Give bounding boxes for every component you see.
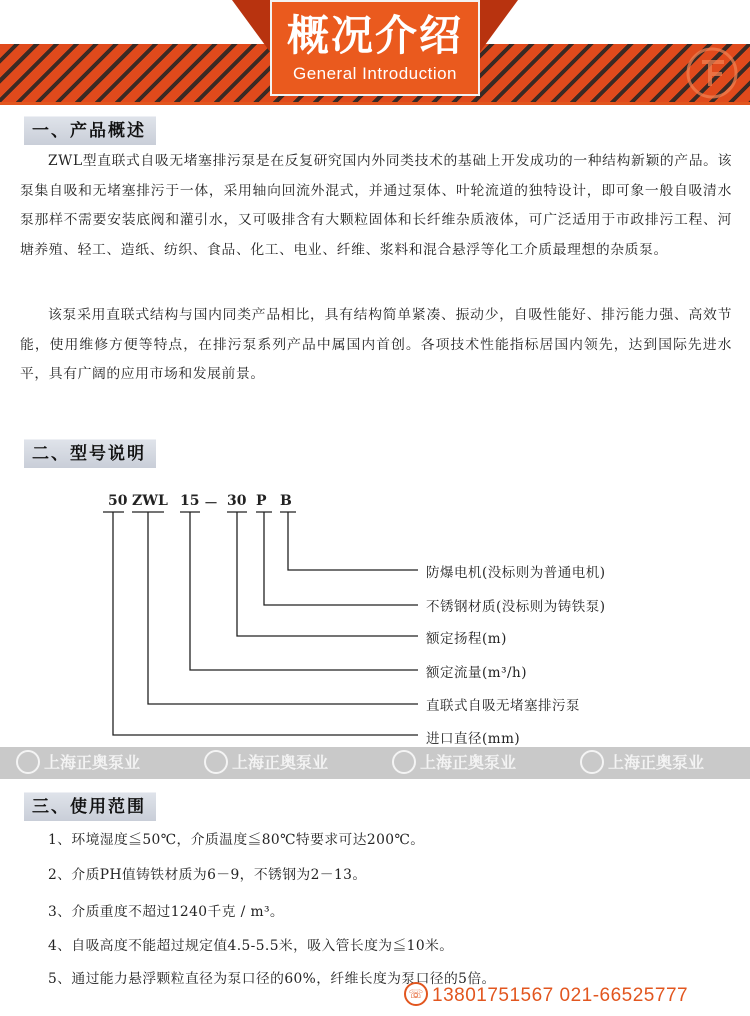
brand-mark-icon: [16, 750, 40, 774]
usage-item-2: 2、介质PH值铸铁材质为6－9，不锈钢为2－13。: [48, 867, 367, 883]
watermark-text: 上海正奥泵业: [44, 753, 141, 772]
usage-item-5: 5、通过能力悬浮颗粒直径为泵口径的60%，纤维长度为泵口径的5倍。: [48, 971, 496, 987]
usage-item-1: 1、环境湿度≦50℃，介质温度≦80℃特要求可达200℃。: [48, 832, 425, 848]
legend-diameter: 进口直径(mm): [426, 731, 521, 747]
overview-paragraph-2: 该泵采用直联式结构与国内同类产品相比，具有结构简单紧凑、振动少，自吸性能好、排污能力强、高效节能，使用维修方便等特点，在排污泵系列产品中属国内首创。各项技术性能指标居国内领先，达到国际先进水平，具有广阔的应用市场和发展前景。: [20, 307, 732, 382]
code-head: 30: [227, 493, 247, 509]
legend-motor: 防爆电机(没标则为普通电机): [426, 565, 606, 581]
watermark-item: [392, 747, 516, 779]
watermark-text: 上海正奥泵业: [420, 753, 517, 772]
brand-mark-icon: [204, 750, 228, 774]
watermark-item: [580, 747, 704, 779]
watermark-item: [16, 747, 140, 779]
section-heading-overview: 一、产品概述: [24, 116, 156, 145]
page-title: 概况介绍: [286, 11, 463, 60]
code-flow: 15: [180, 493, 200, 509]
legend-flow: 额定流量(m³/h): [426, 665, 527, 681]
contact-line: [404, 984, 688, 1008]
usage-item-3: 3、介质重度不超过1240千克 / m³。: [48, 904, 285, 920]
legend-head: 额定扬程(m): [426, 631, 507, 647]
code-dash: －: [204, 496, 218, 512]
brand-mark-icon: [392, 750, 416, 774]
watermark-band: [0, 747, 750, 779]
section-heading-usage: 三、使用范围: [24, 792, 156, 821]
page-subtitle: General Introduction: [292, 64, 458, 83]
legend-material: 不锈钢材质(没标则为铸铁泵): [426, 599, 606, 615]
watermark-text: 上海正奥泵业: [608, 753, 705, 772]
watermark-item: [204, 747, 328, 779]
phone-icon: ☏: [404, 982, 428, 1006]
code-diameter: 50: [108, 493, 128, 509]
contact-numbers: 13801751567 021-66525777: [432, 985, 689, 1007]
code-motor: B: [280, 493, 292, 509]
usage-item-4: 4、自吸高度不能超过规定值4.5-5.5米，吸入管长度为≦10米。: [48, 938, 454, 954]
overview-paragraph-1: ZWL型直联式自吸无堵塞排污泵是在反复研究国内外同类技术的基础上开发成功的一种结构新颖的产品。该泵集自吸和无堵塞排污于一体，采用轴向回流外混式，并通过泵体、叶轮流道的独特设计，即可象一般自吸清水泵那样不需要安装底阀和灌引水，又可吸排含有大颗粒固体和长纤维杂质液体，可广泛适用于市政排污工程、河塘养殖、轻工、造纸、纺织、食品、化工、电业、纤维、浆料和混合悬浮等化工介质最理想的杂质泵。: [20, 153, 732, 258]
legend-type: 直联式自吸无堵塞排污泵: [426, 698, 580, 714]
code-type: ZWL: [132, 493, 168, 509]
code-material: P: [256, 493, 267, 509]
brand-mark-icon: [580, 750, 604, 774]
watermark-text: 上海正奥泵业: [232, 753, 329, 772]
section-heading-model: 二、型号说明: [24, 439, 156, 468]
